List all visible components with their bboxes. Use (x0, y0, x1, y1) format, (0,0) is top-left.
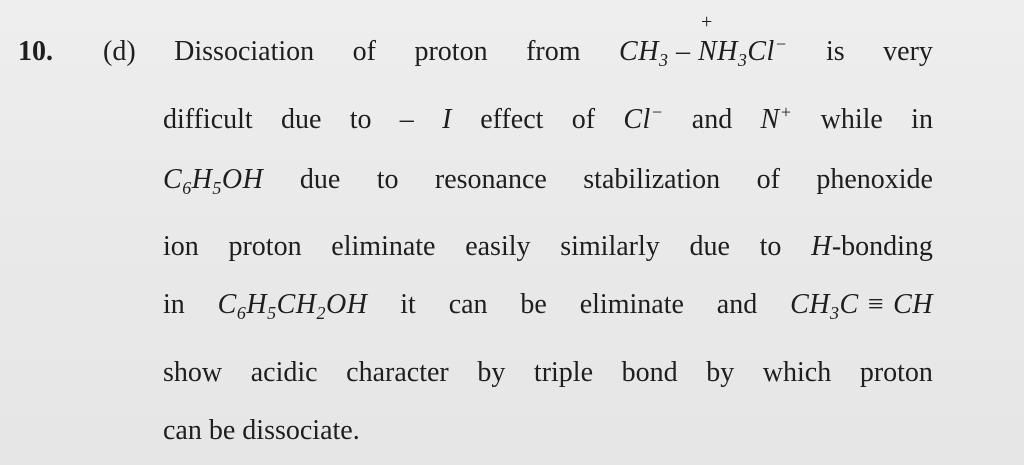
text-line-4 (163, 229, 933, 265)
word: triple (533, 357, 594, 388)
word: difficult (163, 104, 253, 135)
text-line-5 (163, 287, 933, 323)
word: be (520, 289, 547, 320)
word: due (689, 231, 730, 262)
word: and (716, 289, 758, 320)
word: character (346, 357, 449, 388)
word: by (477, 357, 506, 388)
word: – (399, 104, 414, 135)
formula-benzyl-alcohol: $C_6H_5CH_2OH$ (217, 289, 368, 323)
word: due (280, 104, 322, 135)
word: show (163, 357, 223, 388)
word: due (299, 164, 341, 195)
word: stabilization (583, 164, 721, 195)
word: effect (480, 104, 544, 135)
word: ion (163, 231, 199, 262)
word: resonance (434, 164, 547, 195)
formula-chloride: Cl− (623, 102, 664, 135)
word: while (820, 104, 883, 135)
formula-phenol: $C_6H_5OH$ (163, 164, 264, 198)
word: proton (414, 36, 488, 67)
word: phenoxide (816, 164, 933, 195)
word: to (759, 231, 782, 262)
text-line-2 (163, 102, 933, 138)
word: easily (465, 231, 531, 262)
word: and (691, 104, 733, 135)
line-text: can be dissociate. (163, 415, 360, 446)
h-bonding: H-bonding (811, 231, 933, 262)
question-number: 10. (18, 36, 53, 67)
text-line-7 (163, 413, 933, 449)
word: similarly (560, 231, 660, 262)
text-line-1 (103, 11, 933, 70)
word: very (883, 36, 933, 67)
word: proton (859, 357, 933, 388)
word: in (163, 289, 185, 320)
word: of (756, 164, 780, 195)
word: acidic (250, 357, 318, 388)
word: in (911, 104, 933, 135)
option-label: (d) (103, 36, 136, 67)
formula-i: I (442, 104, 452, 135)
word: Dissociation (174, 36, 315, 67)
word: is (825, 36, 845, 67)
word: to (349, 104, 372, 135)
word: of (352, 36, 376, 67)
formula-n-plus: N+ (760, 102, 793, 135)
word: bond (621, 357, 678, 388)
word: which (762, 357, 832, 388)
formula-methylammonium-chloride: $CH_3$ – + $NH_3Cl^-$ (619, 11, 788, 70)
word: eliminate (331, 231, 436, 262)
formula-propyne: $CH_3C$ ≡ CH (790, 289, 933, 323)
word: can (448, 289, 488, 320)
text-line-6 (163, 355, 933, 391)
word: to (376, 164, 399, 195)
word: eliminate (579, 289, 684, 320)
word: it (400, 289, 416, 320)
word: proton (228, 231, 302, 262)
word: from (526, 36, 581, 67)
word: of (571, 104, 596, 135)
text-line-3 (163, 162, 933, 198)
word: by (706, 357, 735, 388)
